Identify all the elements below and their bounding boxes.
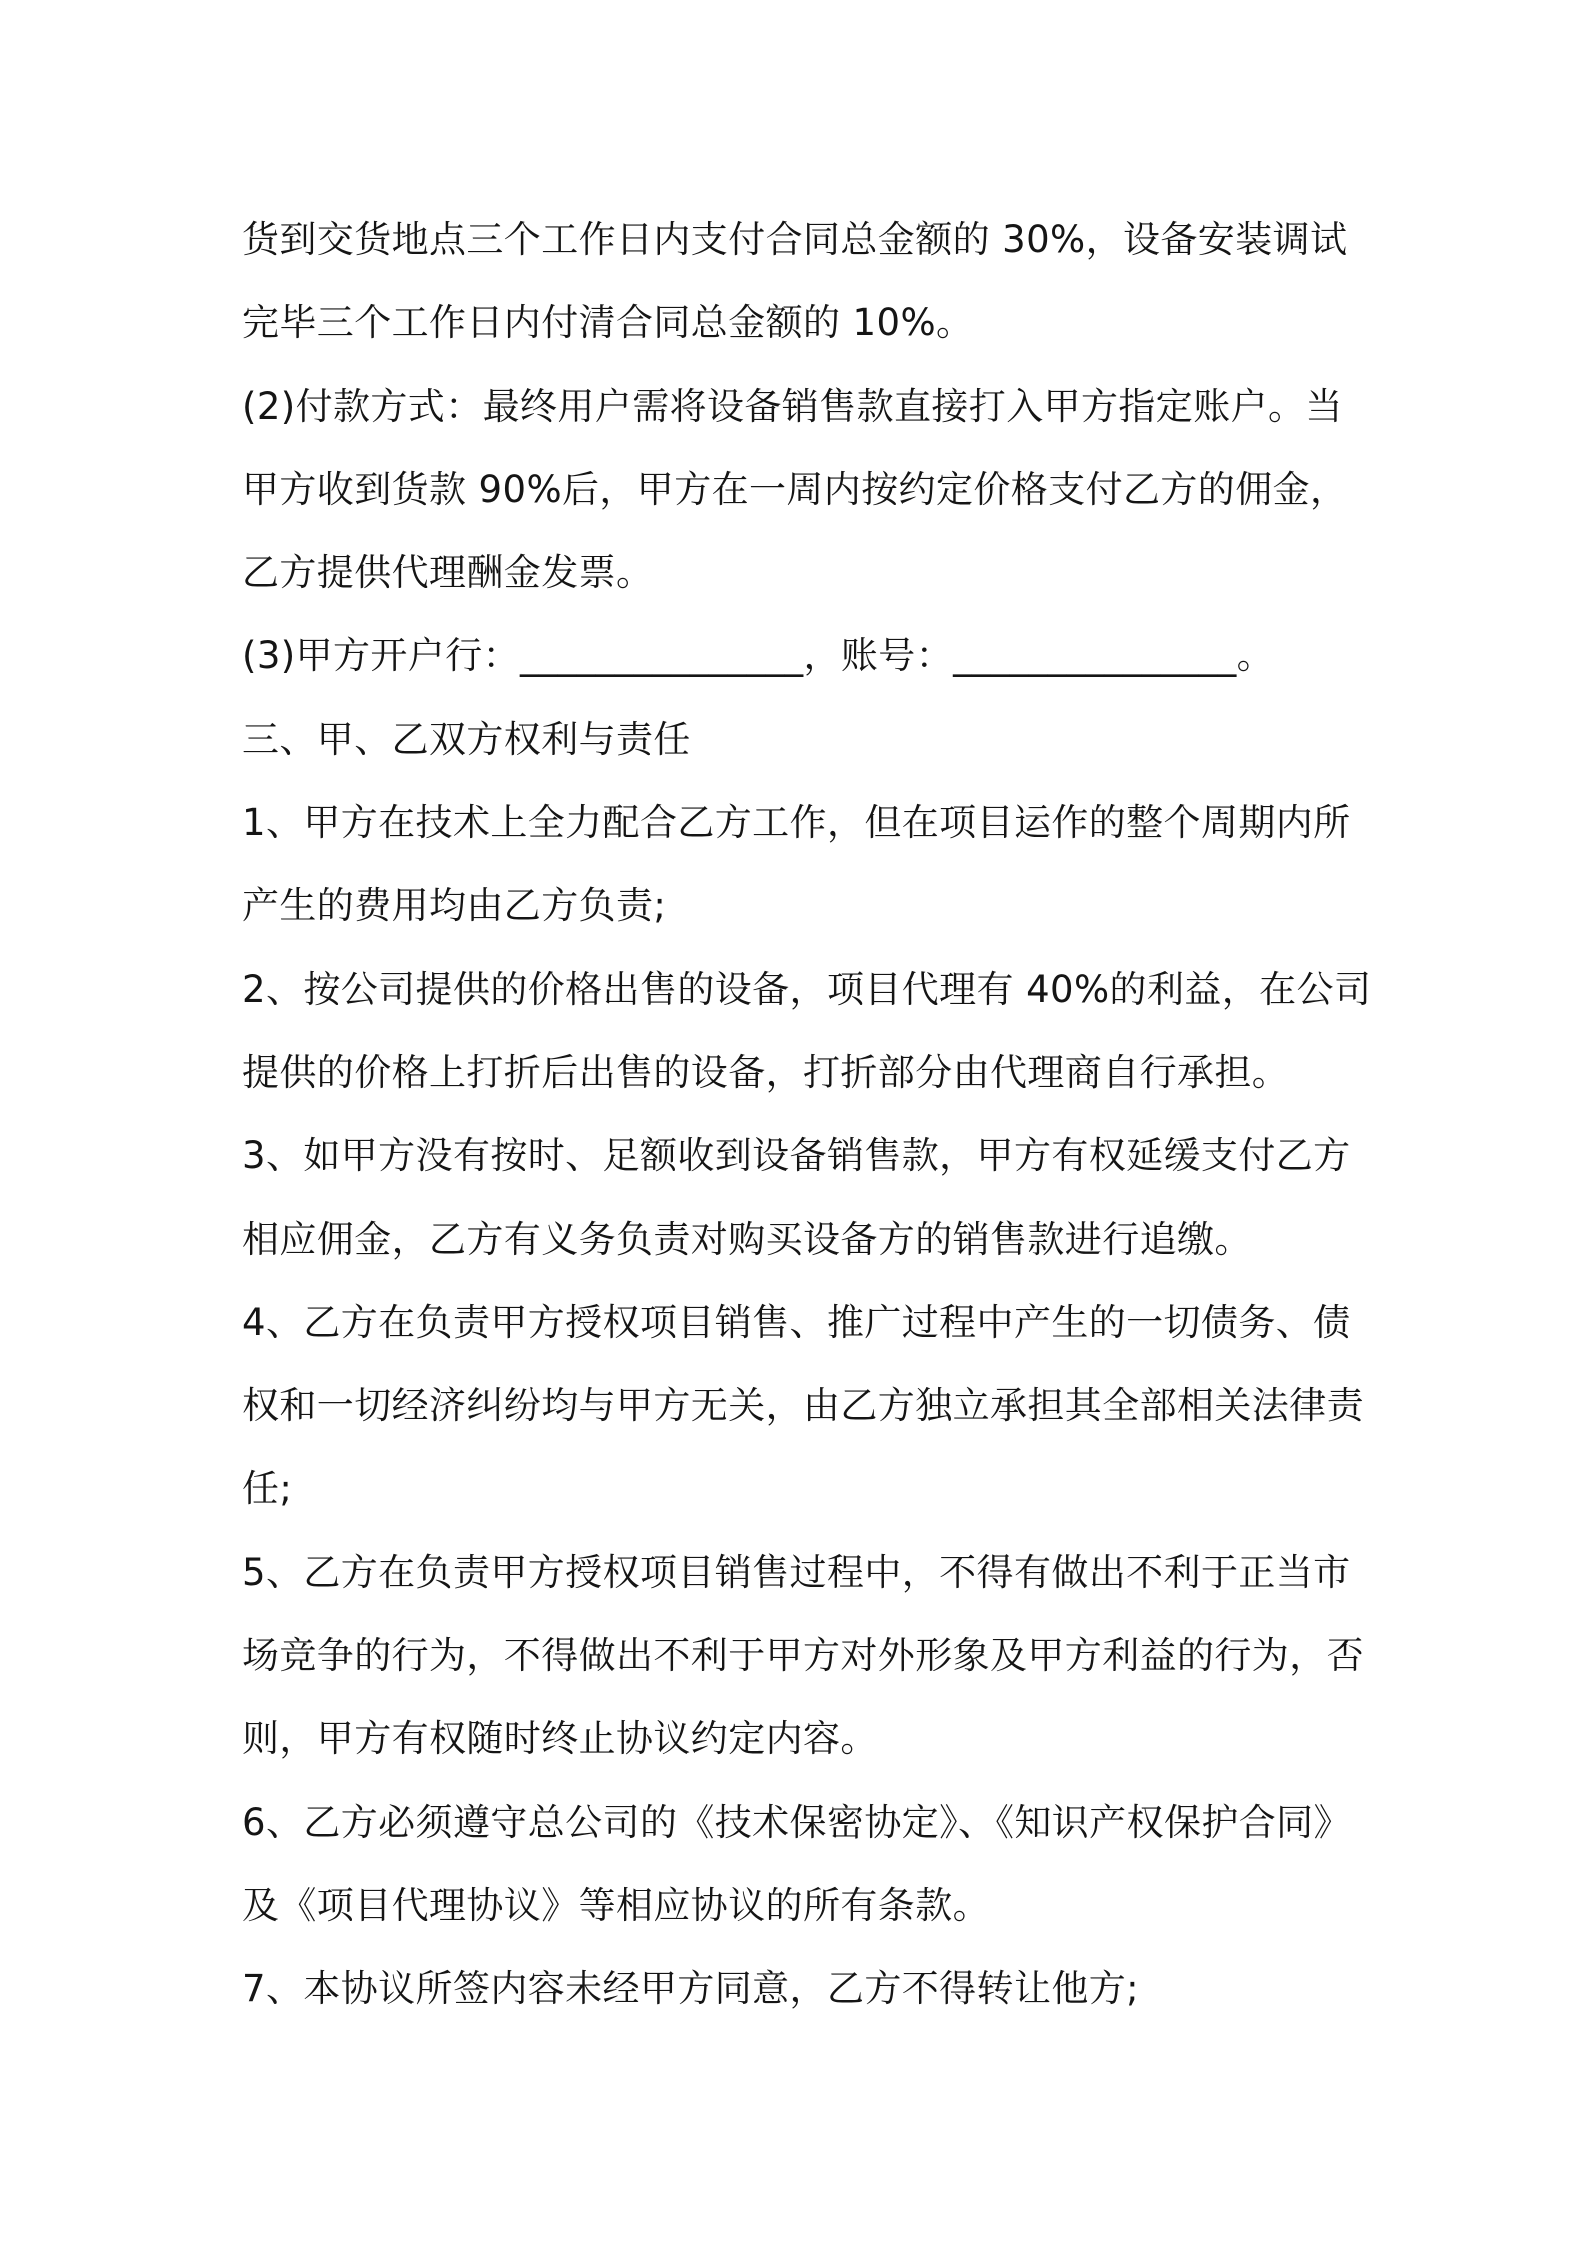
text-line: 1、甲方在技术上全力配合乙方工作，但在项目运作的整个周期内所 (242, 801, 1351, 845)
text-line: 产生的费用均由乙方负责; (242, 884, 667, 928)
text-line: 甲方收到货款 90%后，甲方在一周内按约定价格支付乙方的佣金， (242, 467, 1348, 511)
text-line: 提供的价格上打折后出售的设备，打折部分由代理商自行承担。 (242, 1050, 1290, 1094)
text-line: 场竞争的行为，不得做出不利于甲方对外形象及甲方利益的行为，否 (242, 1634, 1364, 1678)
text-line: 5、乙方在负责甲方授权项目销售过程中，不得有做出不利于正当市 (242, 1550, 1351, 1594)
section-heading: 三、甲、乙双方权利与责任 (242, 717, 691, 761)
document-body (242, 198, 1372, 2031)
text-line: 完毕三个工作日内付清合同总金额的 10%。 (242, 301, 974, 345)
text-line: (3)甲方开户行：_______________，账号：_______________。 (242, 634, 1275, 678)
text-line: 7、本协议所签内容未经甲方同意，乙方不得转让他方; (242, 1967, 1140, 2011)
text-line: 6、乙方必须遵守总公司的《技术保密协定》、《知识产权保护合同》 (242, 1800, 1351, 1844)
text-line: 任; (242, 1467, 293, 1511)
text-line: 权和一切经济纠纷均与甲方无关，由乙方独立承担其全部相关法律责 (242, 1384, 1364, 1428)
text-line: 相应佣金，乙方有义务负责对购买设备方的销售款进行追缴。 (242, 1217, 1252, 1261)
text-line: 则，甲方有权随时终止协议约定内容。 (242, 1717, 878, 1761)
text-line: 货到交货地点三个工作日内支付合同总金额的 30%，设备安装调试 (242, 218, 1348, 261)
text-line: 乙方提供代理酬金发票。 (242, 551, 654, 595)
text-line: 4、乙方在负责甲方授权项目销售、推广过程中产生的一切债务、债 (242, 1300, 1351, 1344)
text-line: 3、如甲方没有按时、足额收到设备销售款，甲方有权延缓支付乙方 (242, 1134, 1351, 1178)
text-line: (2)付款方式：最终用户需将设备销售款直接打入甲方指定账户。当 (242, 384, 1343, 428)
text-line: 2、按公司提供的价格出售的设备，项目代理有 40%的利益，在公司 (242, 967, 1372, 1011)
text-line: 及《项目代理协议》等相应协议的所有条款。 (242, 1883, 990, 1927)
